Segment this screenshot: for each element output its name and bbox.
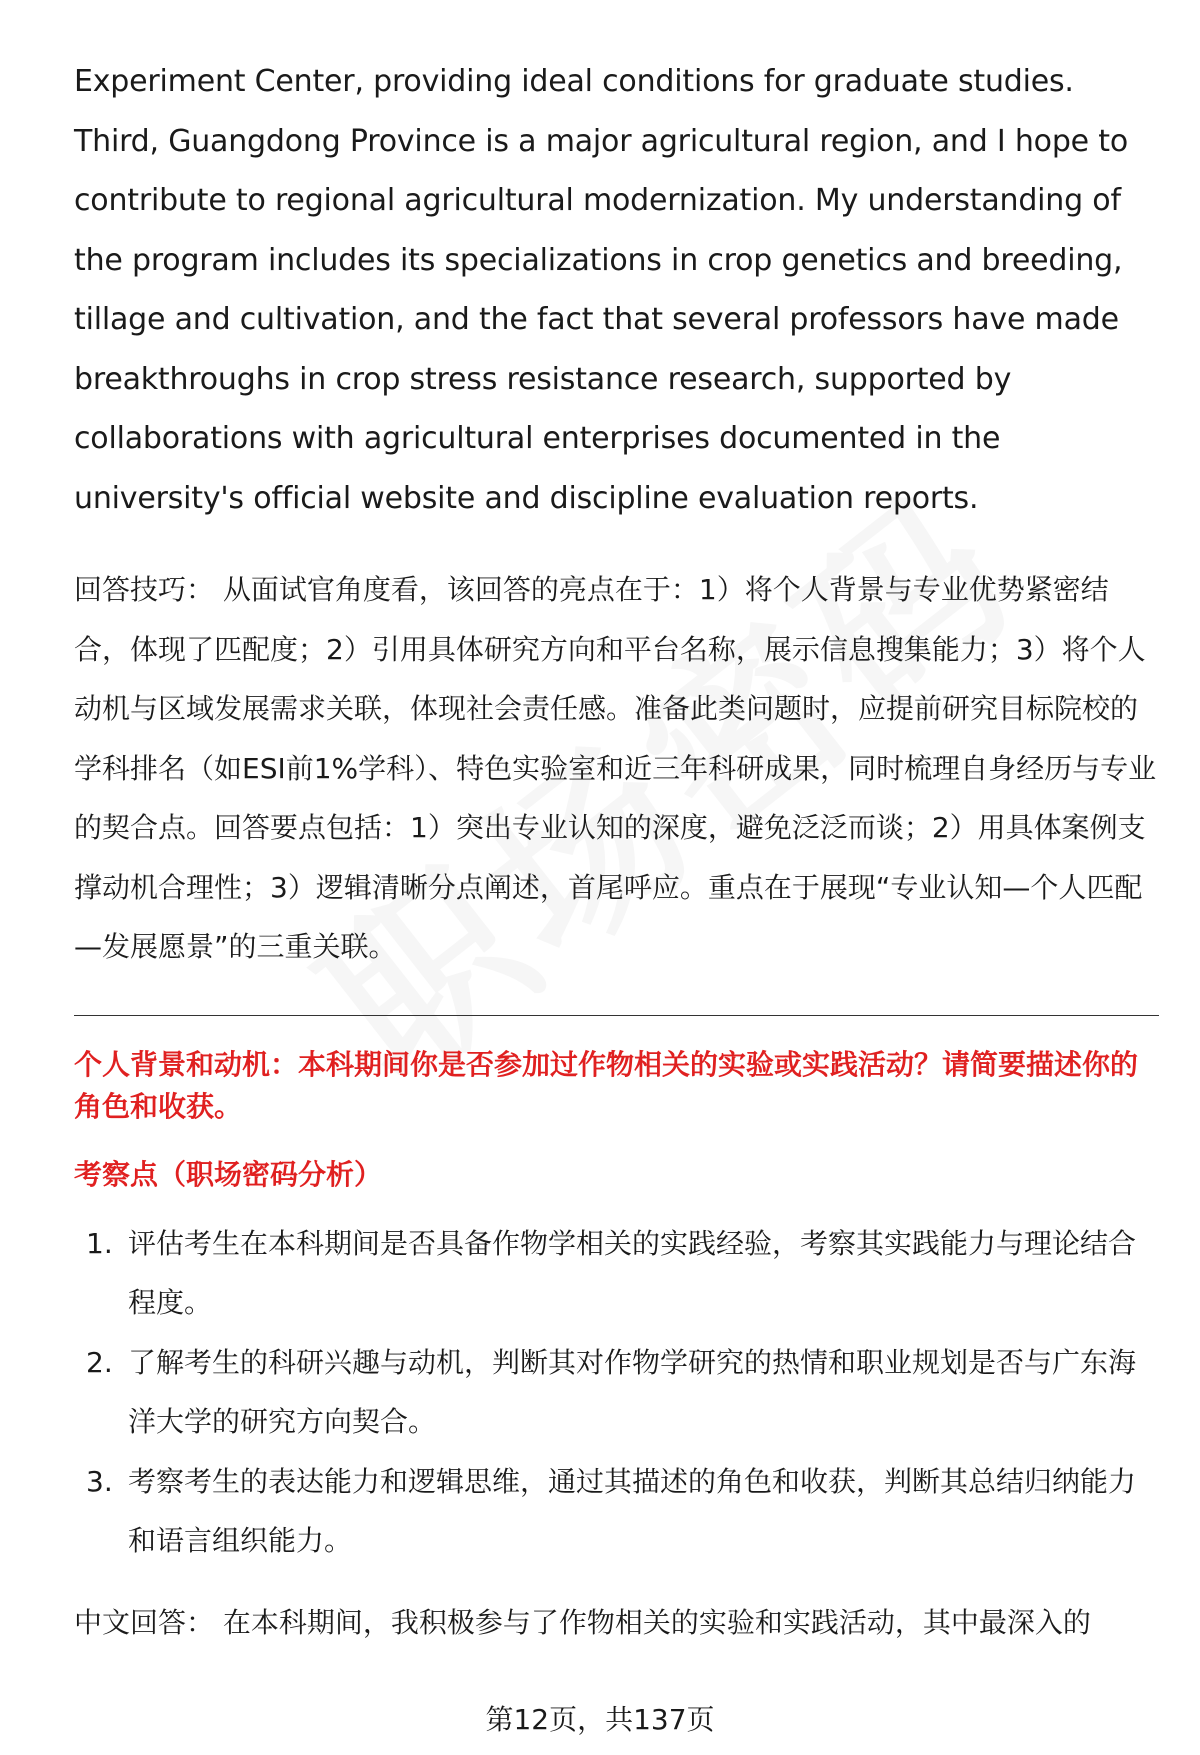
section-divider [74,1015,1159,1016]
chinese-answer-paragraph: 中文回答： 在本科期间，我积极参与了作物相关的实验和实践活动，其中最深入的 [74,1605,1091,1639]
assessment-points-list [74,1214,1159,1571]
question-heading: 个人背景和动机：本科期间你是否参加过作物相关的实验或实践活动？请简要描述你的角色和收获。 [74,1047,1139,1123]
list-item [74,1452,1159,1571]
document-page [74,52,1159,1652]
intro-paragraph: Experiment Center, providing ideal conditions for graduate studies. Third, Guangdong Province is a major agricultural region, and I hope to contribute to regional agricultural modernization. My understanding of the program includes its specializations in crop genetics and breeding, tillage and cultivation, and the fact that several professors have made breakthroughs in crop stress resistance research, supported by collaborations with agricultural enterprises documented in the university's official website and discipline evaluation reports. [74,64,1128,516]
page-footer: 第12页，共137页 [485,1703,715,1736]
list-item-number: 2. [86,1345,113,1379]
answer-tips-paragraph: 回答技巧： 从面试官角度看，该回答的亮点在于：1）将个人背景与专业优势紧密结合，体现了匹配度；2）引用具体研究方向和平台名称，展示信息搜集能力；3）将个人动机与区域发展需求关联，体现社会责任感。准备此类问题时，应提前研究目标院校的学科排名（如ESI前1%学科）、特色实验室和近三年科研成果，同时梳理自身经历与专业的契合点。回答要点包括：1）突出专业认知的深度，避免泛泛而谈；2）用具体案例支撑动机合理性；3）逻辑清晰分点阐述，首尾呼应。重点在于展现“专业认知—个人匹配—发展愿景”的三重关联。 [74,573,1157,963]
list-item [74,1214,1159,1333]
list-item [74,1333,1159,1452]
list-item-number: 3. [86,1464,113,1498]
assessment-heading: 考察点（职场密码分析） [74,1157,383,1191]
list-item-text: 考察考生的表达能力和逻辑思维，通过其描述的角色和收获，判断其总结归纳能力和语言组织能力。 [128,1464,1137,1557]
list-item-text: 评估考生在本科期间是否具备作物学相关的实践经验，考察其实践能力与理论结合程度。 [128,1226,1137,1319]
list-item-number: 1. [86,1226,113,1260]
list-item-text: 了解考生的科研兴趣与动机，判断其对作物学研究的热情和职业规划是否与广东海洋大学的研究方向契合。 [128,1345,1137,1438]
